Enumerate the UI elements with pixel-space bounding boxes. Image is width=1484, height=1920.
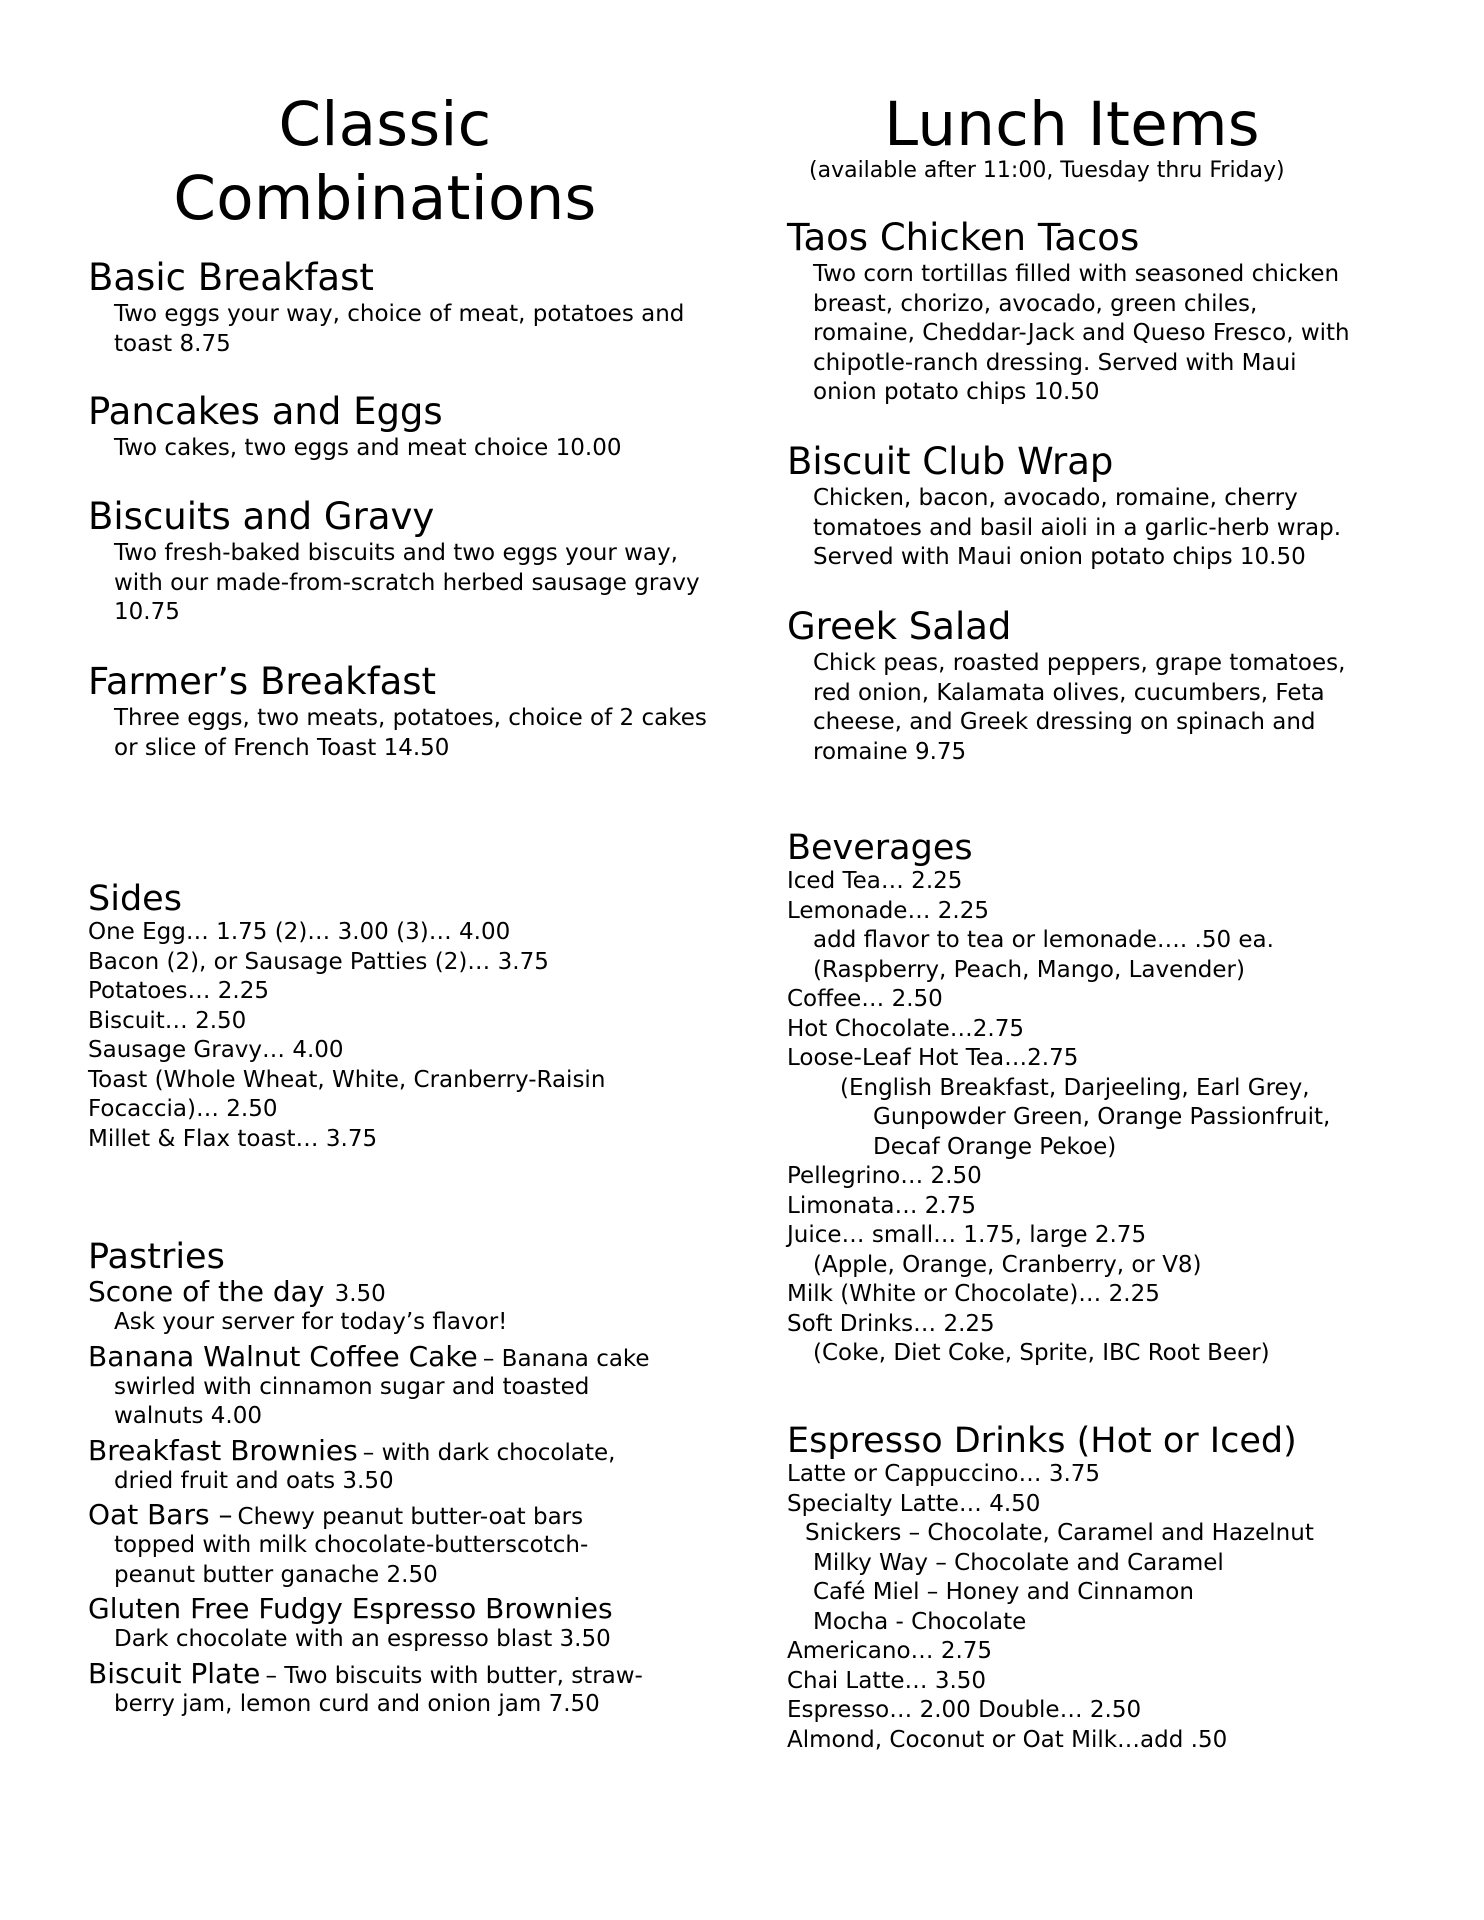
lunch-desc-line: Chicken, bacon, avocado, romaine, cherry bbox=[813, 485, 1298, 511]
menu-line: Coffee… 2.50 bbox=[787, 986, 943, 1012]
lunch-availability: (available after 11:00, Tuesday thru Friday) bbox=[809, 158, 1285, 183]
menu-line: Snickers – Chocolate, Caramel and Hazelnut bbox=[805, 1520, 1314, 1546]
classic-combinations-title bbox=[0, 88, 770, 236]
side-line: One Egg… 1.75 (2)… 3.00 (3)… 4.00 bbox=[88, 919, 511, 945]
lunch-desc-line: red onion, Kalamata olives, cucumbers, Feta bbox=[813, 679, 1325, 706]
menu-line: Café Miel – Honey and Cinnamon bbox=[813, 1579, 1194, 1605]
side-line: Toast (Whole Wheat, White, Cranberry-Raisin bbox=[88, 1066, 606, 1093]
espresso-section bbox=[787, 1422, 1407, 1755]
combo-pancakes-and-eggs bbox=[88, 392, 728, 464]
combo-farmers-breakfast bbox=[88, 662, 728, 763]
combo-desc: Three eggs, two meats, potatoes, choice of 2 cakes or slice of French Toast 14.50 bbox=[114, 705, 707, 761]
combo-basic-breakfast bbox=[88, 258, 728, 359]
lunch-biscuit-club-wrap bbox=[787, 442, 1407, 573]
pastry-coffee-cake bbox=[88, 1341, 728, 1432]
pastry-desc: Ask your server for today’s flavor! bbox=[114, 1309, 508, 1335]
pastry-biscuit-plate bbox=[88, 1658, 728, 1720]
combo-biscuits-and-gravy bbox=[88, 497, 728, 628]
pastries-heading: Pastries bbox=[88, 1237, 225, 1277]
pastry-name: Oat Bars – bbox=[88, 1498, 233, 1531]
pastry-name: Breakfast Brownies bbox=[88, 1433, 358, 1467]
pastry-inline: – with dark chocolate, bbox=[362, 1439, 616, 1466]
menu-line: Almond, Coconut or Oat Milk…add .50 bbox=[787, 1726, 1228, 1753]
menu-line: Espresso… 2.00 Double… 2.50 bbox=[787, 1697, 1142, 1723]
pastry-oat-bars bbox=[88, 1499, 728, 1590]
menu-line: Soft Drinks… 2.25 bbox=[787, 1310, 995, 1337]
menu-line: Milk (White or Chocolate)… 2.25 bbox=[787, 1281, 1160, 1307]
beverages-heading: Beverages bbox=[787, 828, 973, 868]
side-line: Bacon (2), or Sausage Patties (2)… 3.75 bbox=[88, 948, 549, 975]
menu-line: Specialty Latte… 4.50 bbox=[787, 1490, 1041, 1517]
pastry-inline: 3.50 bbox=[334, 1281, 386, 1307]
pastry-desc: dried fruit and oats 3.50 bbox=[114, 1467, 394, 1494]
title-line-2: Combinations bbox=[173, 163, 597, 234]
side-line: Focaccia)… 2.50 bbox=[88, 1096, 278, 1122]
combo-name: Basic Breakfast bbox=[88, 256, 374, 299]
menu-line: Pellegrino… 2.50 bbox=[787, 1163, 982, 1189]
sides-heading: Sides bbox=[88, 879, 182, 919]
side-line: Sausage Gravy… 4.00 bbox=[88, 1037, 344, 1063]
pastry-inline: Chewy peanut butter-oat bars bbox=[237, 1504, 584, 1530]
pastry-name: Scone of the day bbox=[88, 1275, 325, 1308]
menu-line: Loose-Leaf Hot Tea…2.75 bbox=[787, 1045, 1079, 1071]
pastry-desc: Dark chocolate with an espresso blast 3.50 bbox=[114, 1626, 611, 1652]
side-line: Millet & Flax toast… 3.75 bbox=[88, 1125, 378, 1152]
combo-name: Farmer’s Breakfast bbox=[88, 660, 437, 703]
lunch-taos-tacos bbox=[787, 218, 1407, 408]
menu-line: (Raspberry, Peach, Mango, Lavender) bbox=[813, 956, 1245, 983]
lunch-name: Biscuit Club Wrap bbox=[787, 440, 1114, 483]
combo-desc: Two fresh-baked biscuits and two eggs your way, with our made-from-scratch herbed sausage gravy 10.75 bbox=[114, 540, 700, 625]
combo-name: Biscuits and Gravy bbox=[88, 495, 435, 538]
pastry-gf-brownies bbox=[88, 1593, 728, 1655]
sides-section bbox=[88, 880, 728, 1154]
combo-name: Pancakes and Eggs bbox=[88, 390, 443, 433]
pastry-scone bbox=[88, 1276, 728, 1338]
menu-line: Latte or Cappuccino… 3.75 bbox=[787, 1461, 1101, 1487]
pastry-name: Banana Walnut Coffee Cake bbox=[88, 1339, 478, 1373]
pastry-inline: – Banana cake bbox=[482, 1345, 650, 1372]
lunch-desc-line: romaine, Cheddar-Jack and Queso Fresco, with bbox=[813, 320, 1350, 346]
menu-line: Iced Tea… 2.25 bbox=[787, 868, 963, 894]
lunch-desc-line: cheese, and Greek dressing on spinach and bbox=[813, 709, 1316, 735]
lunch-desc-line: romaine 9.75 bbox=[813, 738, 967, 765]
lunch-desc-line: chipotle-ranch dressing. Served with Maui bbox=[813, 349, 1297, 376]
menu-line: Lemonade… 2.25 bbox=[787, 897, 989, 924]
espresso-heading: Espresso Drinks (Hot or Iced) bbox=[787, 1421, 1297, 1461]
pastry-name: Biscuit Plate bbox=[88, 1656, 261, 1690]
menu-line: Hot Chocolate…2.75 bbox=[787, 1015, 1024, 1042]
menu-line: Milky Way – Chocolate and Caramel bbox=[813, 1549, 1224, 1576]
lunch-desc-line: tomatoes and basil aioli in a garlic-herb wrap. bbox=[813, 514, 1342, 541]
lunch-greek-salad bbox=[787, 607, 1407, 767]
lunch-desc-line: onion potato chips 10.50 bbox=[813, 379, 1100, 405]
side-line: Biscuit… 2.50 bbox=[88, 1007, 247, 1034]
menu-line: (Apple, Orange, Cranberry, or V8) bbox=[813, 1251, 1202, 1278]
pastry-inline: – Two biscuits with butter, straw- bbox=[265, 1662, 643, 1689]
combo-desc: Two eggs your way, choice of meat, potatoes and toast 8.75 bbox=[114, 301, 685, 357]
pastry-name: Gluten Free Fudgy Espresso Brownies bbox=[88, 1592, 613, 1625]
menu-line: add flavor to tea or lemonade…. .50 ea. bbox=[813, 927, 1274, 953]
menu-line: Chai Latte… 3.50 bbox=[787, 1667, 987, 1694]
pastry-desc: peanut butter ganache 2.50 bbox=[114, 1561, 438, 1588]
title-line-1: Classic bbox=[278, 89, 492, 160]
pastry-desc: berry jam, lemon curd and onion jam 7.50 bbox=[114, 1690, 600, 1717]
lunch-items-title: Lunch Items bbox=[884, 89, 1260, 160]
pastry-desc: swirled with cinnamon sugar and toasted bbox=[114, 1373, 590, 1400]
lunch-name: Taos Chicken Tacos bbox=[787, 216, 1140, 259]
pastry-brownies bbox=[88, 1435, 728, 1497]
lunch-desc-line: breast, chorizo, avocado, green chiles, bbox=[813, 290, 1258, 317]
menu-line: Decaf Orange Pekoe) bbox=[873, 1133, 1117, 1160]
lunch-desc-line: Two corn tortillas filled with seasoned chicken bbox=[813, 261, 1340, 287]
pastry-desc: walnuts 4.00 bbox=[114, 1403, 262, 1429]
menu-line: Gunpowder Green, Orange Passionfruit, bbox=[873, 1104, 1331, 1130]
pastries-section bbox=[88, 1238, 728, 1722]
menu-line: Juice… small… 1.75, large 2.75 bbox=[787, 1222, 1147, 1248]
beverages-section bbox=[787, 829, 1407, 1369]
lunch-name: Greek Salad bbox=[787, 605, 1012, 648]
side-line: Potatoes… 2.25 bbox=[88, 978, 269, 1004]
menu-line: Limonata… 2.75 bbox=[787, 1192, 976, 1219]
combo-desc: Two cakes, two eggs and meat choice 10.00 bbox=[114, 435, 622, 461]
lunch-desc-line: Chick peas, roasted peppers, grape tomatoes, bbox=[813, 650, 1346, 676]
menu-line: (Coke, Diet Coke, Sprite, IBC Root Beer) bbox=[813, 1340, 1270, 1366]
menu-line: Mocha - Chocolate bbox=[813, 1608, 1027, 1635]
menu-line: Americano… 2.75 bbox=[787, 1638, 993, 1664]
menu-line: (English Breakfast, Darjeeling, Earl Grey, bbox=[840, 1074, 1310, 1101]
pastry-desc: topped with milk chocolate-butterscotch- bbox=[114, 1532, 589, 1558]
lunch-desc-line: Served with Maui onion potato chips 10.50 bbox=[813, 544, 1306, 570]
